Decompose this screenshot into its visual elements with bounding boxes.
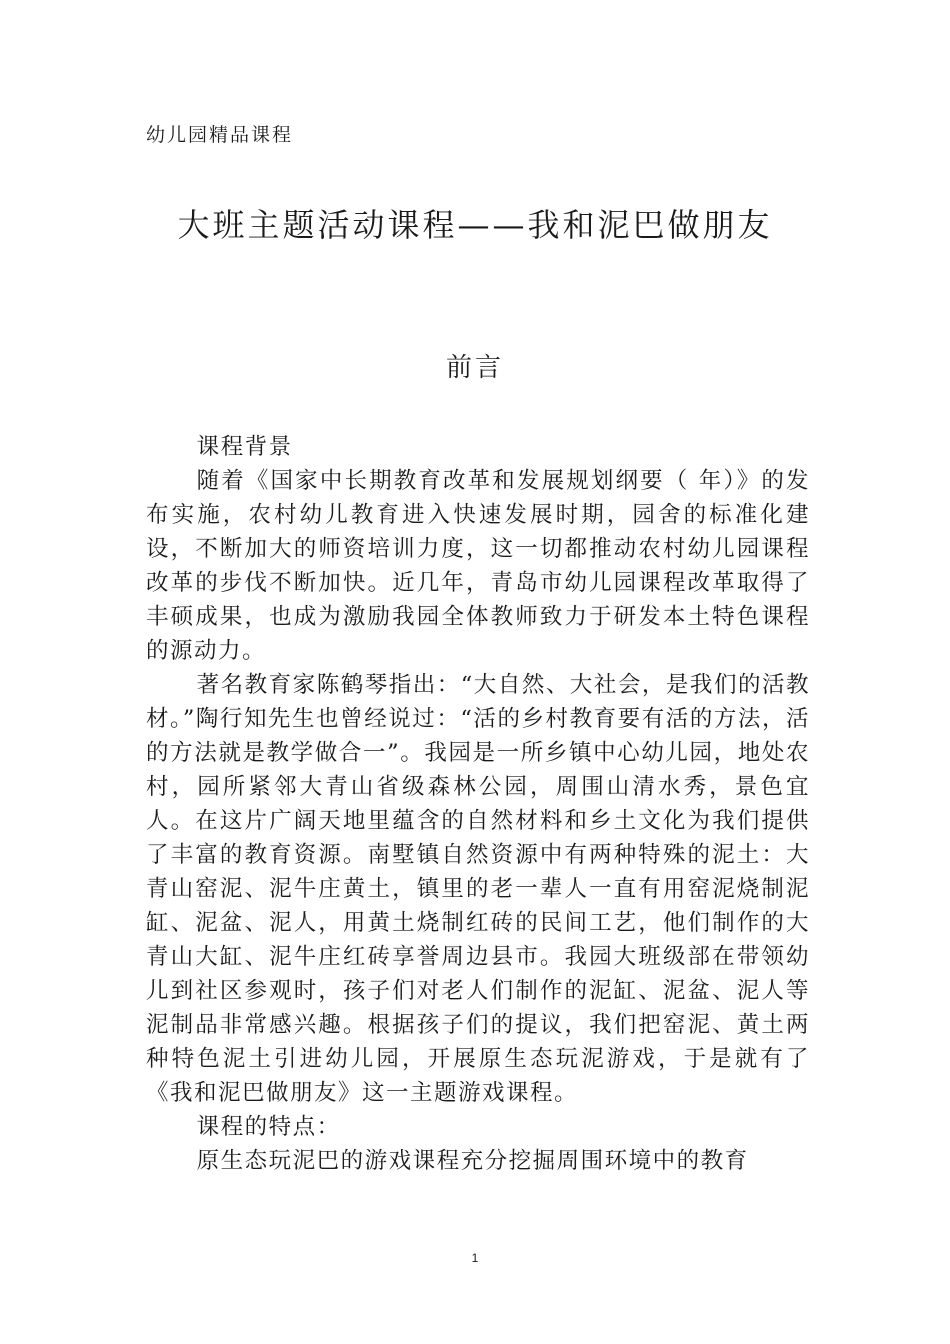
section-title-preface: 前言 bbox=[445, 353, 504, 383]
document-body bbox=[146, 430, 810, 1178]
paragraph-background-heading: 课程背景 bbox=[196, 434, 293, 460]
paragraph-features: 原生态玩泥巴的游戏课程充分挖掘周围环境中的教育 bbox=[196, 1148, 749, 1174]
document-title: 大班主题活动课程——我和泥巴做朋友 bbox=[177, 206, 773, 244]
paragraph-features-heading: 课程的特点： bbox=[196, 1114, 341, 1140]
page-number: 1 bbox=[471, 1251, 479, 1265]
paragraph-policy: 随着《国家中长期教育改革和发展规划纲要（ 年）》的发布实施，农村幼儿教育进入快速发展时期，园舍的标准化建设，不断加大的师资培训力度，这一切都推动农村幼儿园课程改革的步伐不断加快。近几年，青岛市幼儿园课程改革取得了丰硕成果，也成为激励我园全体教师致力于研发本土特色课程的源动力。 bbox=[146, 468, 810, 664]
header-label: 幼儿园精品课程 bbox=[146, 124, 294, 146]
paragraph-rationale: 著名教育家陈鹤琴指出：“大自然、大社会，是我们的活教材。”陶行知先生也曾经说过：“活的乡村教育要有活的方法，活的方法就是教学做合一”。我园是一所乡镇中心幼儿园，地处农村，园所紧邻大青山省级森林公园，周围山清水秀，景色宜人。在这片广阔天地里蕴含的自然材料和乡土文化为我们提供了丰富的教育资源。南墅镇自然资源中有两种特殊的泥土：大青山窑泥、泥牛庄黄土，镇里的老一辈人一直有用窑泥烧制泥缸、泥盆、泥人，用黄土烧制红砖的民间工艺，他们制作的大青山大缸、泥牛庄红砖享誉周边县市。我园大班级部在带领幼儿到社区参观时，孩子们对老人们制作的泥缸、泥盆、泥人等泥制品非常感兴趣。根据孩子们的提议，我们把窑泥、黄土两种特色泥土引进幼儿园，开展原生态玩泥游戏，于是就有了《我和泥巴做朋友》这一主题游戏课程。 bbox=[146, 672, 810, 1106]
